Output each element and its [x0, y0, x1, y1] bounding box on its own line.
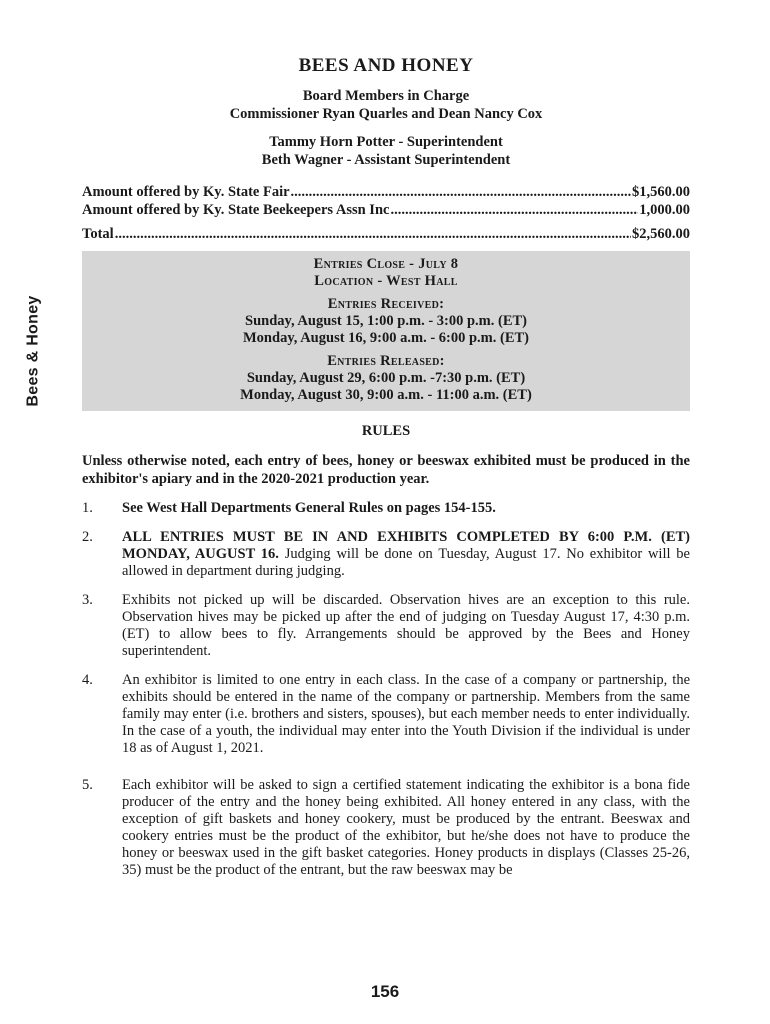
- board-members: Commissioner Ryan Quarles and Dean Nancy Cox: [229, 106, 543, 122]
- leader-dots: [390, 201, 638, 219]
- entries-received-sunday: Sunday, August 15, 1:00 p.m. - 3:00 p.m. (ET): [245, 313, 527, 329]
- page-content: [82, 55, 690, 879]
- side-tab: [23, 284, 45, 418]
- entries-received-monday: Monday, August 16, 9:00 a.m. - 6:00 p.m. (ET): [243, 330, 529, 346]
- amount-label: Amount offered by Ky. State Fair: [82, 184, 290, 200]
- entries-box: [82, 251, 690, 411]
- rule-bold-text: See West Hall Departments General Rules on pages 154-155.: [122, 500, 496, 516]
- board-heading: Board Members in Charge: [302, 88, 470, 104]
- amount-row: [82, 183, 690, 201]
- amount-label: Amount offered by Ky. State Beekeepers Assn Inc: [82, 202, 390, 218]
- entries-location: Location - West Hall: [314, 273, 458, 289]
- page-number: 156: [370, 982, 400, 1001]
- rule-text: Exhibits not picked up will be discarded. Observation hives are an exception to this rule. Observation hives may be picked up after the end of judging on Tuesday August 17, 4:30 p.m. (ET) to allow bees to fly. Arrangements should be approved by the Bees and Honey superintendent.: [122, 592, 690, 659]
- total-row: [82, 225, 690, 243]
- amount-row: [82, 201, 690, 219]
- rule-item: [82, 500, 690, 517]
- leader-dots: [115, 225, 631, 243]
- rule-number: 1.: [82, 500, 93, 516]
- total-label: Total: [82, 226, 114, 242]
- amount-value: 1,000.00: [639, 202, 690, 218]
- rules-heading: RULES: [361, 423, 411, 439]
- leader-dots: [291, 183, 631, 201]
- rule-number: 2.: [82, 529, 93, 545]
- rule-text: Judging will be done on Tuesday, August 17. No exhibitor will be allowed in department during judging.: [122, 546, 690, 579]
- page-title: BEES AND HONEY: [298, 55, 474, 76]
- assistant-superintendent: Beth Wagner - Assistant Superintendent: [261, 152, 511, 168]
- rule-bold-text: ALL ENTRIES MUST BE IN AND EXHIBITS COMPLETED BY 6:00 P.M. (ET) MONDAY, AUGUST 16.: [122, 529, 690, 562]
- rules-intro: Unless otherwise noted, each entry of bees, honey or beeswax exhibited must be produced in the exhibitor's apiary and in the 2020-2021 production year.: [82, 453, 690, 487]
- rule-number: 5.: [82, 777, 93, 793]
- total-value: $2,560.00: [632, 226, 690, 242]
- superintendent: Tammy Horn Potter - Superintendent: [269, 134, 503, 150]
- entries-released-sunday: Sunday, August 29, 6:00 p.m. -7:30 p.m. (ET): [246, 370, 526, 386]
- rule-item: [82, 529, 690, 580]
- rule-number: 4.: [82, 672, 93, 688]
- rule-item: [82, 672, 690, 757]
- rule-text: Each exhibitor will be asked to sign a certified statement indicating the exhibitor is a bona fide producer of the entry and the honey being exhibited. All honey entered in any class, with the exception of gift baskets and honey cookery, must be produced by the entrant. Beeswax and cookery entries must be the product of the exhibitor, but he/she does not have to produce the honey or beeswax used in the gift basket categories. Honey products in displays (Classes 25-26, 35) must be the product of the entrant, but the raw beeswax may be: [122, 777, 690, 878]
- rule-number: 3.: [82, 592, 93, 608]
- amounts-offered: [82, 183, 690, 243]
- entries-close: Entries Close - July 8: [313, 256, 459, 272]
- entries-released-monday: Monday, August 30, 9:00 a.m. - 11:00 a.m. (ET): [240, 387, 532, 403]
- entries-released-heading: Entries Released:: [327, 353, 445, 369]
- rule-item: [82, 592, 690, 660]
- entries-received-heading: Entries Received:: [327, 296, 445, 312]
- side-tab-label: Bees & Honey: [25, 295, 43, 407]
- rule-item: [82, 777, 690, 879]
- amount-value: $1,560.00: [632, 184, 690, 200]
- rule-text: An exhibitor is limited to one entry in each class. In the case of a company or partnership, the exhibits should be entered in the name of the company or partnership. Members from the same family may enter (i.e. brothers and sisters, spouses), but each member needs to enter individually. In the case of a youth, the individual may enter into the Youth Division if the individual is under 18 as of August 1, 2021.: [122, 672, 690, 756]
